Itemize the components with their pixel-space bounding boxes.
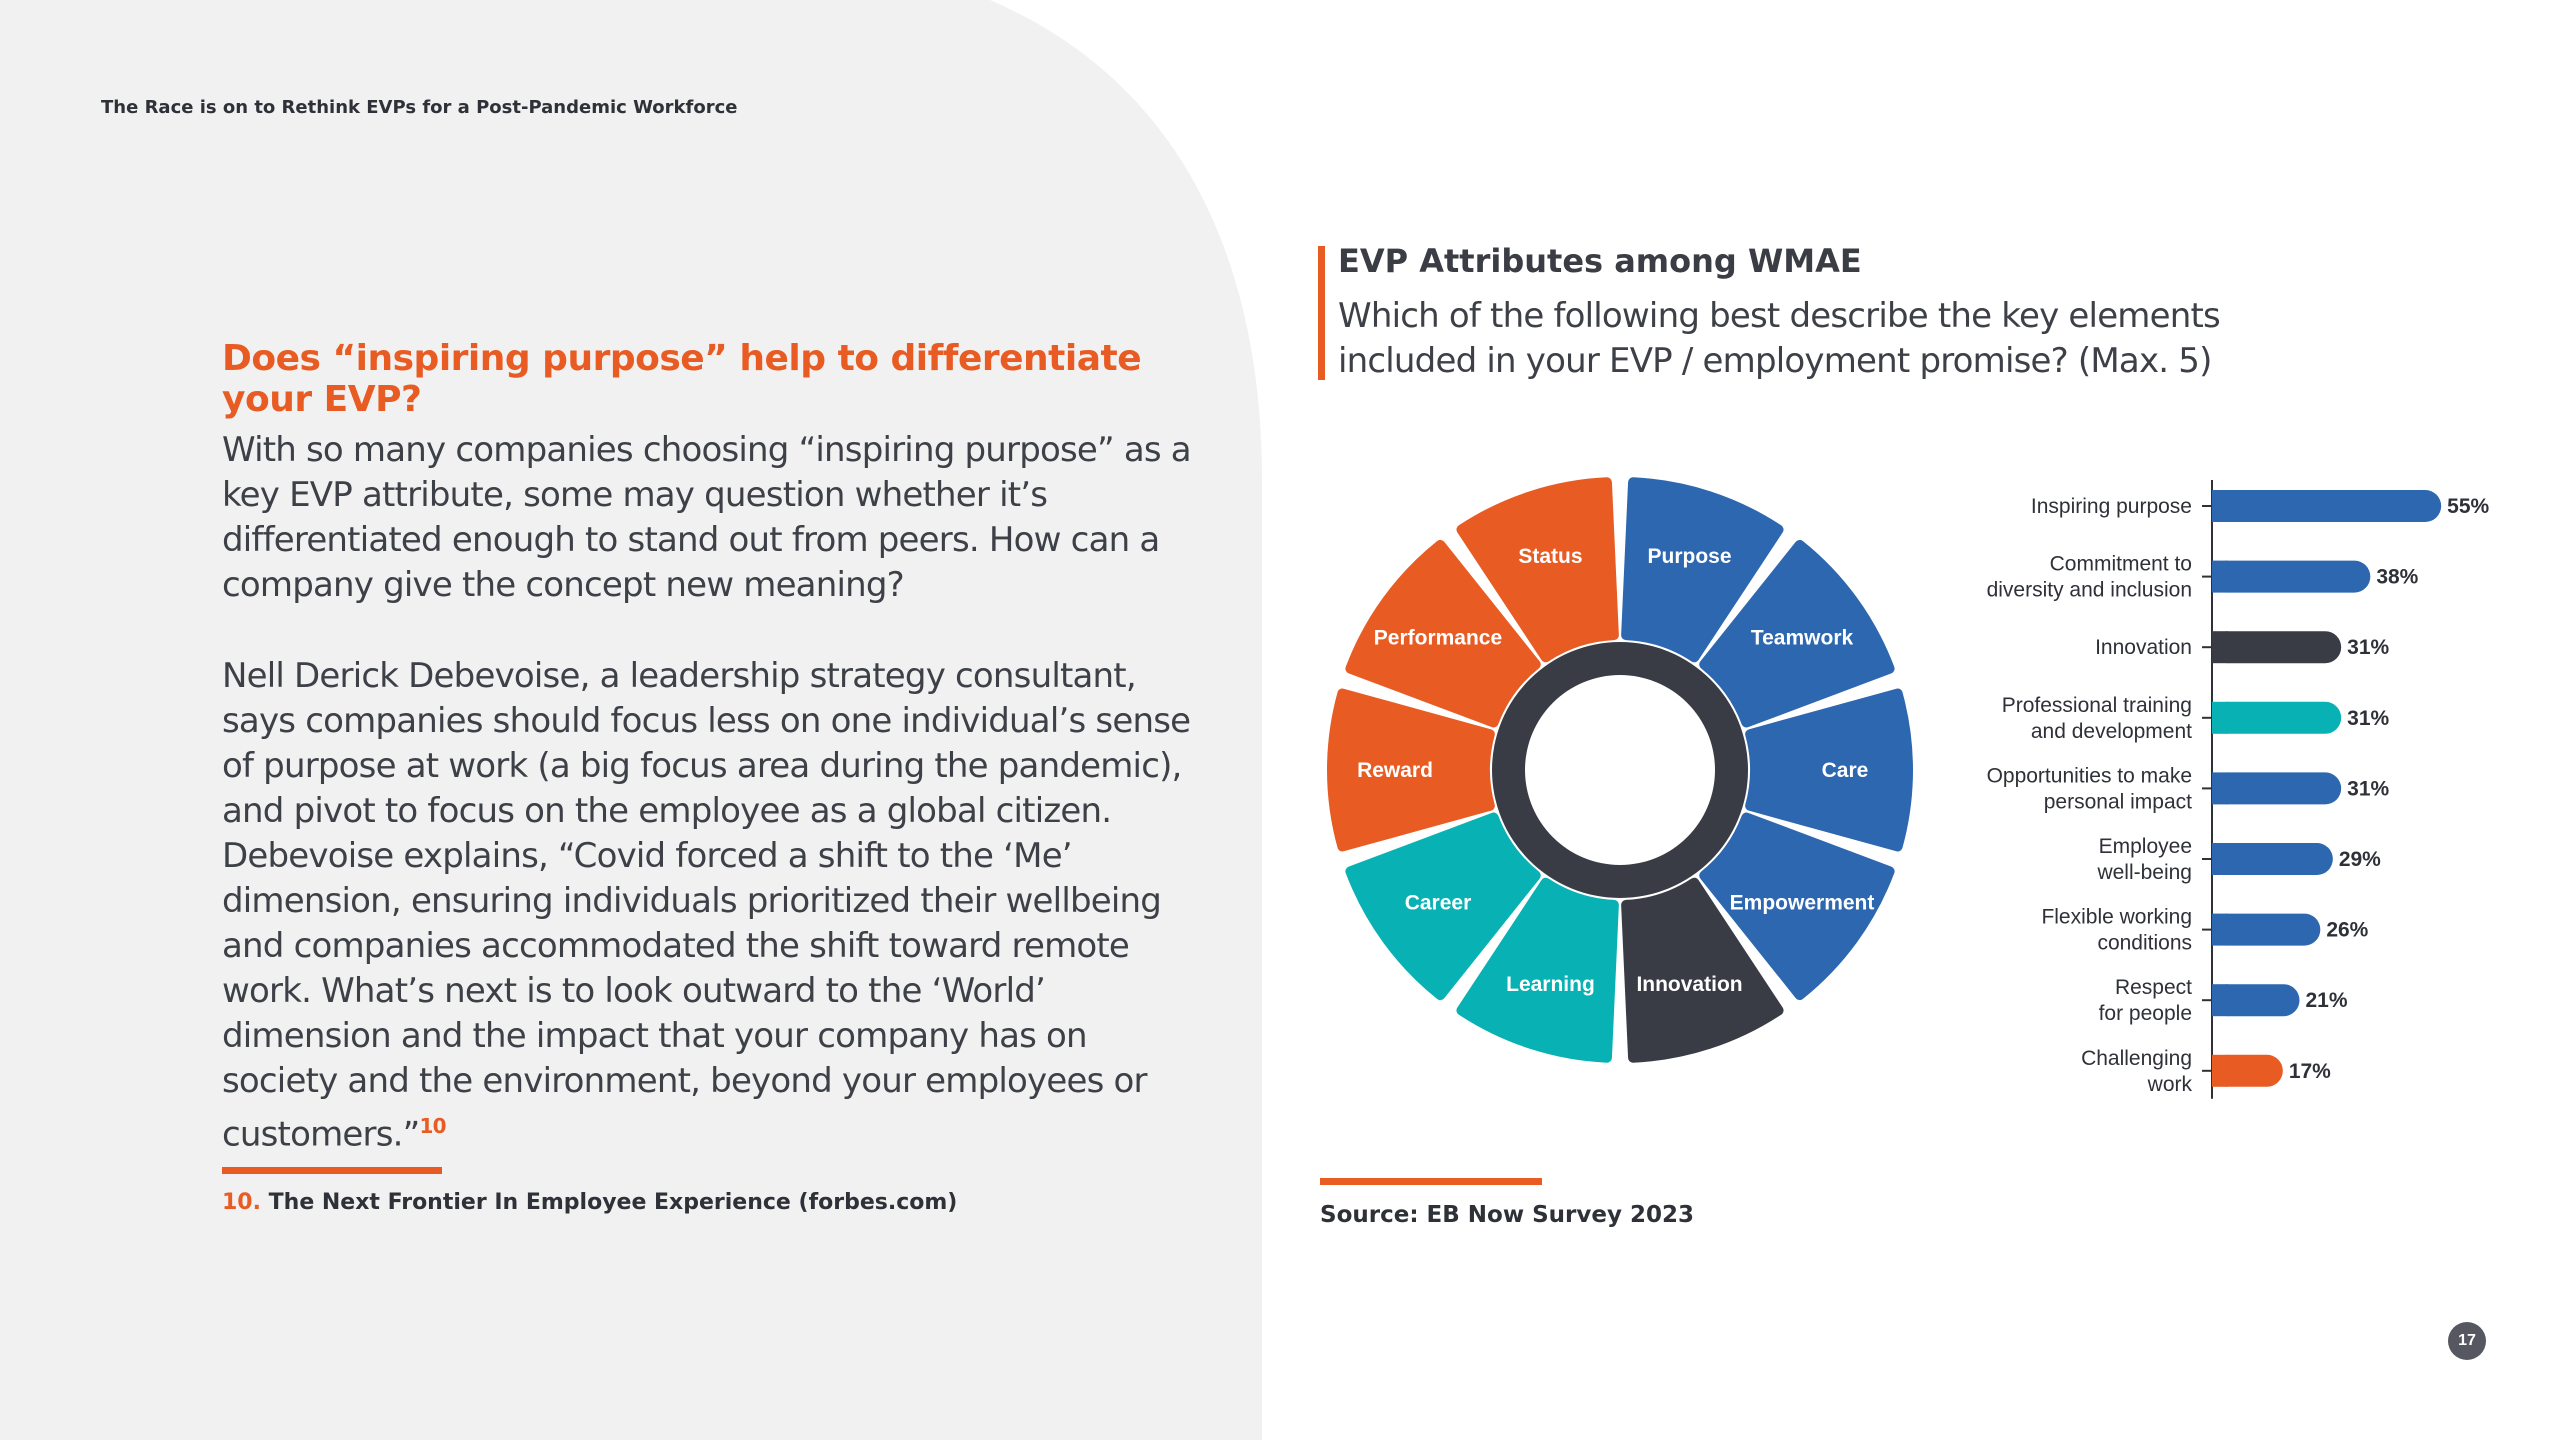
footnote-reference[interactable]: 10 <box>419 1114 446 1138</box>
bar-3 <box>2212 702 2341 734</box>
bar-category-label <box>2031 495 2192 518</box>
bar-category-label <box>2041 906 2192 955</box>
evp-bar-chart <box>1920 470 2520 1110</box>
bar-category-line: Challenging <box>2081 1046 2192 1070</box>
body-paragraph-2-text: Nell Derick Debevoise, a leadership strategy consultant, says companies should focus less on one individual’s sense of purpose at work (a big focus area during the pandemic), and pivot to focus on the employee as a global citizen. Debevoise explains, “Covid forced a shift to the ‘Me’ dimension, ensuring individuals prioritized their wellbeing and companies accommodated the shift toward remote work. What’s next is to look outward to the ‘World’ dimension and the impact that your company has on society and the environment, beyond your employees or customers.” <box>222 656 1191 1155</box>
bar-0 <box>2212 490 2441 522</box>
wheel-label-reward: Reward <box>1357 759 1433 782</box>
bar-category-line: Employee <box>2098 835 2192 858</box>
bar-base-6 <box>2212 914 2228 946</box>
chart-title: EVP Attributes among WMAE <box>1338 242 1862 280</box>
bar-category-line: for people <box>2098 1002 2192 1026</box>
bar-value-label: 31% <box>2347 706 2390 730</box>
bar-2 <box>2212 631 2341 663</box>
document-header-title: The Race is on to Rethink EVPs for a Post-Pandemic Workforce <box>101 97 738 118</box>
bar-category-line: conditions <box>2097 931 2192 955</box>
wheel-label-purpose: Purpose <box>1647 545 1732 569</box>
wheel-label-status: Status <box>1518 545 1583 569</box>
footnote-number: 10. <box>222 1190 261 1215</box>
bar-category-label <box>1987 764 2193 813</box>
wheel-label-care: Care <box>1821 759 1869 782</box>
footnote-divider <box>222 1167 442 1174</box>
bar-category-label <box>2002 694 2192 743</box>
body-paragraph-2 <box>222 654 1202 1157</box>
bar-category-line: Opportunities to make <box>1986 764 2192 788</box>
bar-category-line: and development <box>2030 719 2192 743</box>
bar-base-7 <box>2212 984 2228 1016</box>
bar-base-1 <box>2212 561 2228 593</box>
bar-value-label: 26% <box>2326 918 2369 942</box>
source-note: Source: EB Now Survey 2023 <box>1320 1202 1694 1228</box>
wheel-label-learning: Learning <box>1506 972 1595 996</box>
wheel-center <box>1525 675 1715 865</box>
bar-value-label: 38% <box>2376 565 2419 589</box>
bar-base-5 <box>2212 843 2228 875</box>
section-question-heading: Does “inspiring purpose” help to differentiate your EVP? <box>222 338 1142 420</box>
bar-value-label: 29% <box>2338 848 2381 871</box>
bar-base-0 <box>2212 490 2228 522</box>
bar-5 <box>2212 843 2333 875</box>
evp-attribute-wheel <box>1320 470 1920 1070</box>
bar-base-4 <box>2212 772 2228 804</box>
bar-category-label <box>1987 553 2192 602</box>
bar-category-line: Respect <box>2114 976 2192 1000</box>
bar-value-label: 31% <box>2347 777 2390 801</box>
bar-1 <box>2212 561 2370 593</box>
bar-category-line: diversity and inclusion <box>1986 578 2192 602</box>
bar-value-label: 17% <box>2288 1059 2331 1083</box>
page-number-badge: 17 <box>2448 1322 2486 1360</box>
bar-category-line: Inspiring purpose <box>2030 495 2192 518</box>
wheel-label-career: Career <box>1404 891 1472 915</box>
bar-category-line: Professional training <box>2001 693 2192 717</box>
footnote-link[interactable]: The Next Frontier In Employee Experience (forbes.com) <box>260 1190 958 1215</box>
bar-category-line: Innovation <box>2095 636 2192 660</box>
bar-category-label <box>2081 1047 2192 1096</box>
bar-value-label: 21% <box>2305 989 2348 1013</box>
bar-category-label <box>2099 976 2193 1025</box>
bar-category-line: Flexible working <box>2041 905 2192 929</box>
bar-category-label <box>2096 835 2192 884</box>
bar-base-8 <box>2212 1055 2228 1087</box>
bar-4 <box>2212 772 2341 804</box>
source-divider <box>1320 1178 1542 1185</box>
body-paragraph-1: With so many companies choosing “inspiring purpose” as a key EVP attribute, some may question whether it’s differentiated enough to stand out from peers. How can a company give the concept new meaning? <box>222 430 1191 605</box>
bar-category-line: well-being <box>2097 861 2192 884</box>
chart-title-accent <box>1318 246 1325 380</box>
wheel-label-teamwork: Teamwork <box>1750 626 1854 650</box>
chart-subtitle: Which of the following best describe the key elements included in your EVP / employment promise? (Max. 5) <box>1338 296 2220 381</box>
bar-category-label <box>2095 636 2192 659</box>
bar-category-line: Commitment to <box>2049 552 2192 576</box>
bar-category-line: personal impact <box>2043 790 2192 814</box>
bar-base-2 <box>2212 631 2228 663</box>
bar-6 <box>2212 914 2320 946</box>
bar-base-3 <box>2212 702 2228 734</box>
bar-value-label: 31% <box>2347 636 2390 660</box>
wheel-label-empowerment: Empowerment <box>1729 891 1875 915</box>
footnote <box>222 1190 957 1215</box>
bar-category-line: work <box>2147 1072 2192 1096</box>
wheel-label-performance: Performance <box>1373 626 1503 650</box>
bar-value-label: 55% <box>2447 495 2490 518</box>
wheel-label-innovation: Innovation <box>1636 972 1743 996</box>
